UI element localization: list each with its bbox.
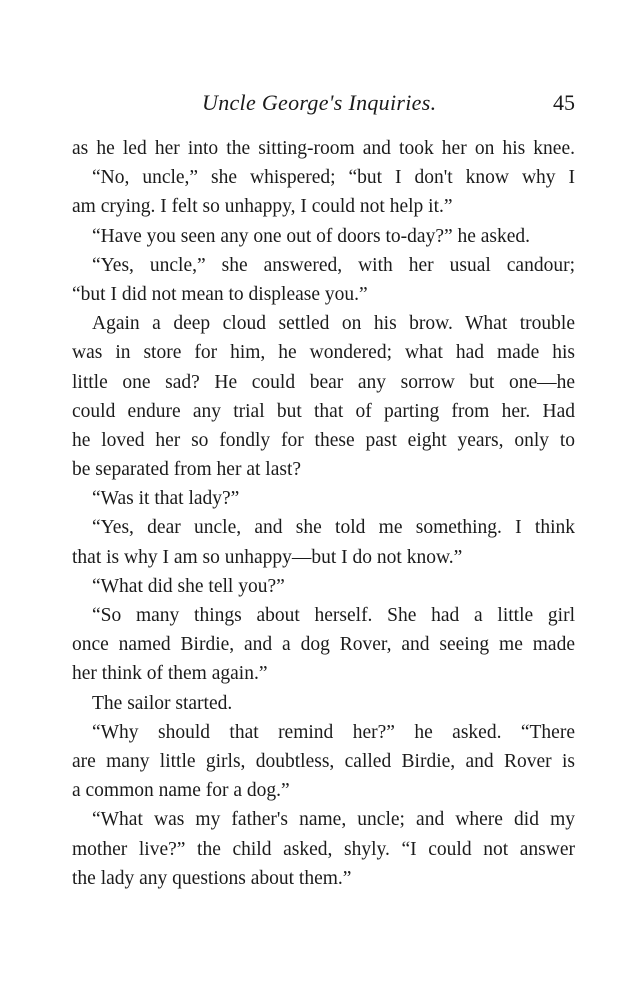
chapter-title: Uncle George's Inquiries. [202, 90, 437, 115]
running-head [72, 90, 575, 120]
text-line: are many little girls, doubtless, called Birdie, and Rover is [72, 750, 575, 772]
text-line: Again a deep cloud settled on his brow. What trouble [92, 313, 575, 335]
text-line: was in store for him, he wondered; what had made his [72, 342, 575, 364]
text-line: mother live?” the child asked, shyly. “I could not answer [72, 838, 575, 860]
text-line: “but I did not mean to displease you.” [72, 283, 368, 305]
text-line: could endure any trial but that of parting from her. Had [72, 400, 575, 422]
body-text [72, 134, 575, 893]
text-line: as he led her into the sitting-room and took her on his knee. [72, 138, 575, 159]
text-line: he loved her so fondly for these past eight years, only to [72, 429, 575, 451]
text-line: “Yes, dear uncle, and she told me something. I think [92, 517, 575, 539]
text-line: “So many things about herself. She had a little girl [92, 605, 575, 626]
text-line: once named Birdie, and a dog Rover, and seeing me made [72, 634, 575, 656]
text-line: “What did she tell you?” [92, 575, 285, 597]
text-line: “What was my father's name, uncle; and where did my [92, 809, 575, 831]
text-line: her think of them again.” [72, 663, 268, 685]
text-line: am crying. I felt so unhappy, I could not help it.” [72, 196, 453, 218]
text-line: “Why should that remind her?” he asked. “There [92, 721, 575, 743]
text-line: The sailor started. [92, 692, 233, 714]
text-line: the lady any questions about them.” [72, 867, 352, 889]
text-line: be separated from her at last? [72, 459, 302, 481]
text-line: that is why I am so unhappy—but I do not know.” [72, 546, 463, 568]
page-number: 45 [553, 90, 575, 115]
text-line: “Was it that lady?” [92, 488, 240, 510]
text-line: “No, uncle,” she whispered; “but I don't know why I [92, 167, 575, 189]
text-line: little one sad? He could bear any sorrow but one—he [72, 371, 575, 393]
text-line: “Yes, uncle,” she answered, with her usual candour; [92, 254, 575, 276]
text-line: a common name for a dog.” [72, 780, 290, 802]
text-line: “Have you seen any one out of doors to-day?” he asked. [92, 225, 531, 247]
